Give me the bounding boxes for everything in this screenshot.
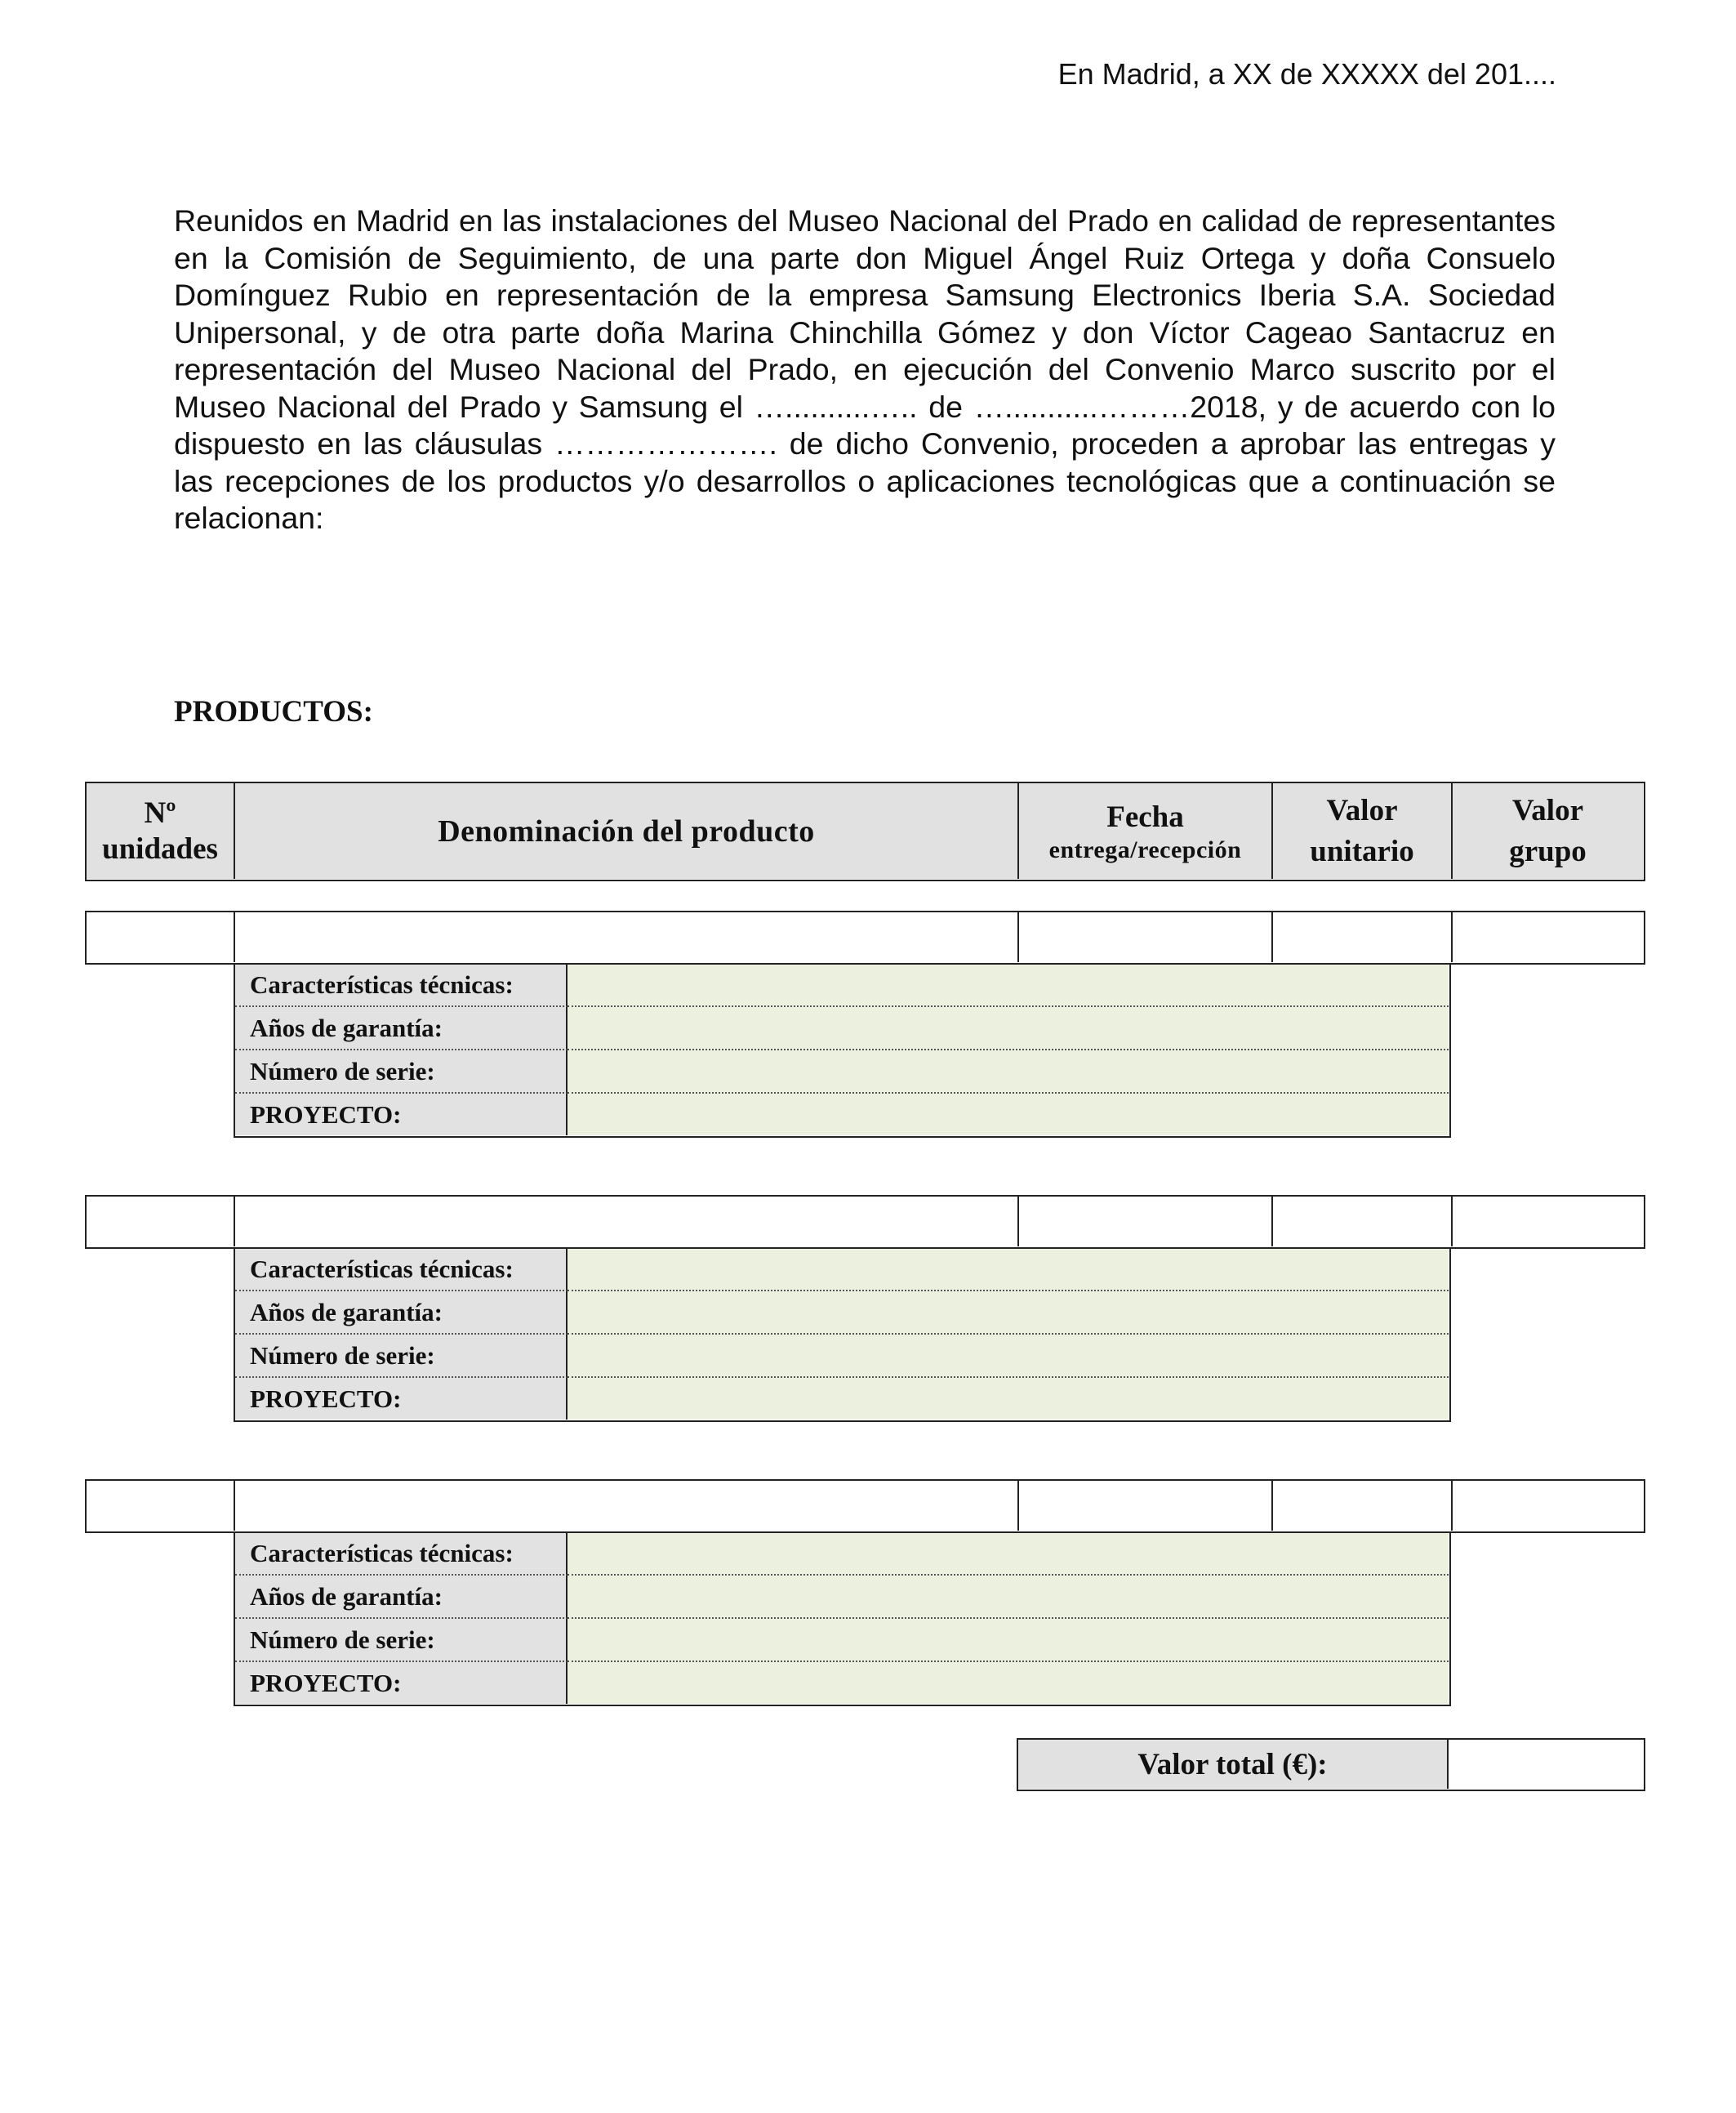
warranty-label: Años de garantía:	[235, 1291, 568, 1335]
serial-label: Número de serie:	[235, 1050, 568, 1094]
project-input[interactable]	[568, 1378, 1449, 1420]
project-label: PROYECTO:	[235, 1378, 568, 1420]
header-unit-value	[1273, 783, 1453, 879]
serial-label: Número de serie:	[235, 1335, 568, 1378]
header-product-name-label: Denominación del producto	[438, 814, 815, 849]
warranty-input[interactable]	[568, 1007, 1449, 1050]
units-input[interactable]	[87, 1197, 235, 1246]
total-label: Valor total (€):	[1018, 1740, 1449, 1789]
product-details	[234, 963, 1451, 1138]
header-units-line1: Nº	[144, 796, 176, 830]
serial-label: Número de serie:	[235, 1619, 568, 1662]
header-date	[1019, 783, 1273, 879]
product-name-input[interactable]	[235, 1197, 1019, 1246]
unit-value-input[interactable]	[1273, 1481, 1453, 1531]
project-input[interactable]	[568, 1662, 1449, 1704]
dateline: En Madrid, a XX de XXXXX del 201....	[1057, 57, 1556, 91]
product-details	[234, 1247, 1451, 1422]
serial-input[interactable]	[568, 1619, 1449, 1662]
serial-input[interactable]	[568, 1335, 1449, 1378]
units-input[interactable]	[87, 1481, 235, 1531]
table-header	[85, 782, 1645, 881]
specs-input[interactable]	[568, 1533, 1449, 1576]
group-value-input[interactable]	[1453, 912, 1643, 962]
unit-value-input[interactable]	[1273, 912, 1453, 962]
serial-input[interactable]	[568, 1050, 1449, 1094]
header-units	[87, 783, 235, 879]
total-row	[1017, 1738, 1645, 1791]
project-input[interactable]	[568, 1094, 1449, 1135]
section-title: PRODUCTOS:	[174, 695, 373, 729]
header-units-line2: unidades	[102, 831, 218, 866]
unit-value-input[interactable]	[1273, 1197, 1453, 1246]
warranty-input[interactable]	[568, 1291, 1449, 1335]
header-date-line1: Fecha	[1106, 800, 1184, 834]
specs-label: Características técnicas:	[235, 965, 568, 1007]
header-group-value-line2: grupo	[1509, 834, 1587, 868]
project-label: PROYECTO:	[235, 1662, 568, 1704]
header-group-value	[1453, 783, 1643, 879]
product-row	[85, 1195, 1645, 1249]
product-row	[85, 911, 1645, 965]
group-value-input[interactable]	[1453, 1481, 1643, 1531]
specs-input[interactable]	[568, 965, 1449, 1007]
total-value-input[interactable]	[1449, 1740, 1643, 1789]
header-product-name	[235, 783, 1019, 879]
units-input[interactable]	[87, 912, 235, 962]
product-name-input[interactable]	[235, 1481, 1019, 1531]
warranty-label: Años de garantía:	[235, 1007, 568, 1050]
warranty-label: Años de garantía:	[235, 1576, 568, 1619]
header-unit-value-line2: unitario	[1310, 834, 1414, 868]
project-label: PROYECTO:	[235, 1094, 568, 1135]
specs-label: Características técnicas:	[235, 1249, 568, 1291]
warranty-input[interactable]	[568, 1576, 1449, 1619]
header-group-value-line1: Valor	[1511, 793, 1584, 827]
product-name-input[interactable]	[235, 912, 1019, 962]
group-value-input[interactable]	[1453, 1197, 1643, 1246]
header-unit-value-line1: Valor	[1326, 793, 1398, 827]
date-input[interactable]	[1019, 1197, 1273, 1246]
date-input[interactable]	[1019, 1481, 1273, 1531]
specs-label: Características técnicas:	[235, 1533, 568, 1576]
intro-paragraph: Reunidos en Madrid en las instalaciones del Museo Nacional del Prado en calidad de representantes en la Comisión de Seguimiento, de una parte don Miguel Ángel Ruiz Ortega y doña Consuelo Domínguez Rubio en representación de la empresa Samsung Electronics Iberia S.A. Sociedad Unipersonal, y de otra parte doña Marina Chinchilla Gómez y don Víctor Cageao Santacruz en representación del Museo Nacional del Prado, en ejecución del Convenio Marco suscrito por el Museo Nacional del Prado y Samsung el …..........….. de …...........………2018, y de acuerdo con lo dispuesto en las cláusulas …………………. de dicho Convenio, proceden a aprobar las entregas y las recepciones de los productos y/o desarrollos o aplicaciones tecnológicas que a continuación se relacionan:	[174, 203, 1556, 535]
product-details	[234, 1531, 1451, 1706]
date-input[interactable]	[1019, 912, 1273, 962]
header-date-line2: entrega/recepción	[1048, 836, 1242, 863]
specs-input[interactable]	[568, 1249, 1449, 1291]
product-row	[85, 1479, 1645, 1533]
